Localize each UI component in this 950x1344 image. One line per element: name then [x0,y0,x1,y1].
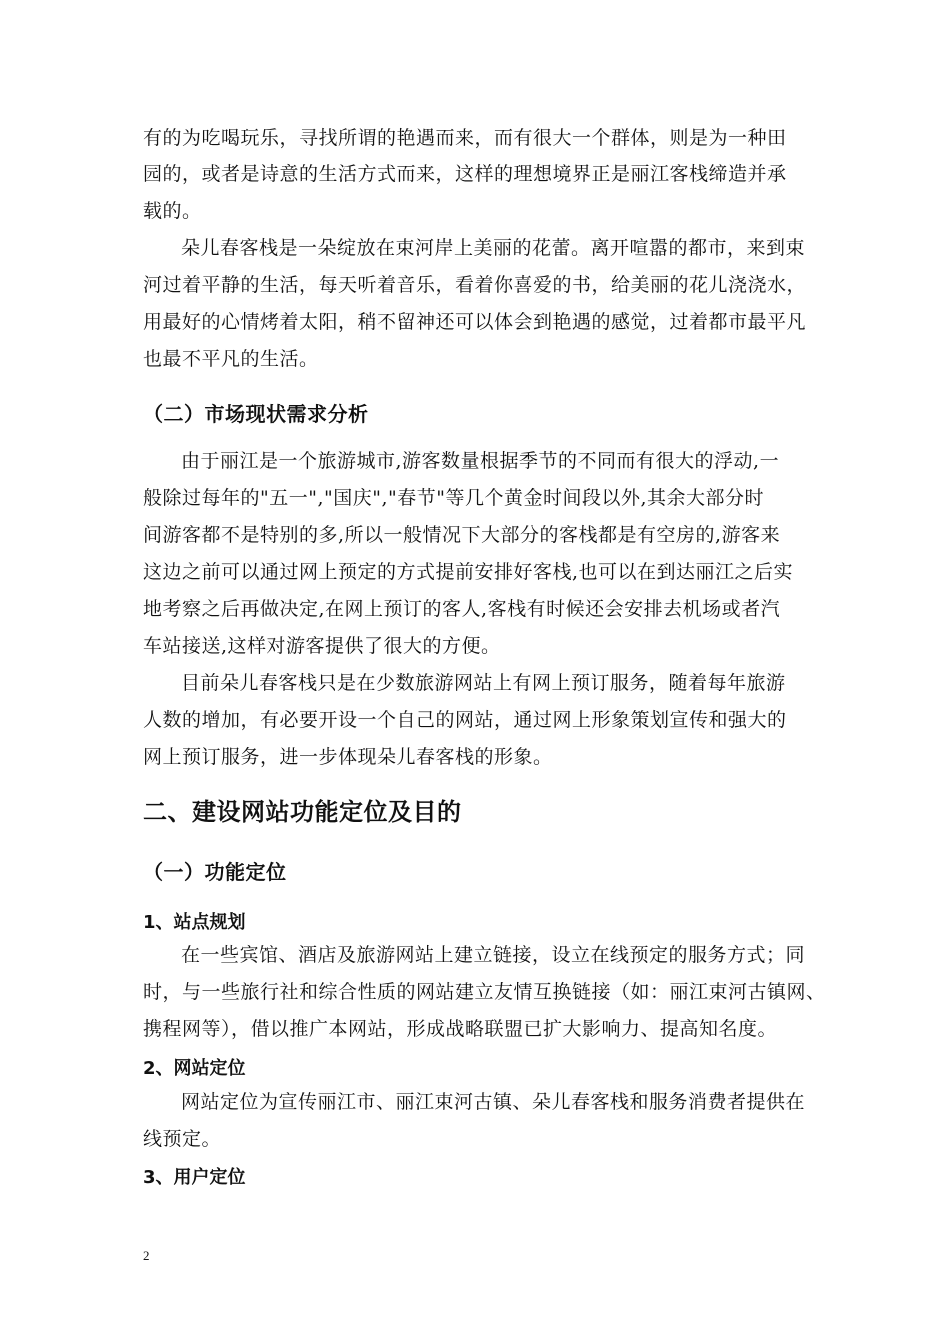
text-line: 河过着平静的生活，每天听着音乐，看着你喜爱的书，给美丽的花儿浇浇水， [143,274,807,296]
page-number: 2 [143,1248,150,1263]
subheading-user-position: 3、用户定位 [143,1167,246,1188]
section-heading-function: （一）功能定位 [143,860,287,884]
text-line: 网站定位为宣传丽江市、丽江束河古镇、朵儿春客栈和服务消费者提供在 [181,1091,806,1113]
text-line: 朵儿春客栈是一朵绽放在束河岸上美丽的花蕾。离开喧嚣的都市，来到束 [181,237,806,259]
text-line: 用最好的心情烤着太阳，稍不留神还可以体会到艳遇的感觉，过着都市最平凡 [143,311,807,333]
text-line: 载的。 [143,200,202,222]
text-line: 这边之前可以通过网上预定的方式提前安排好客栈,也可以在到达丽江之后实 [143,561,794,583]
text-line: 目前朵儿春客栈只是在少数旅游网站上有网上预订服务，随着每年旅游 [181,672,786,694]
subheading-site-position: 2、网站定位 [143,1058,246,1079]
chapter-heading: 二、建设网站功能定位及目的 [143,798,462,826]
text-line: 人数的增加，有必要开设一个自己的网站，通过网上形象策划宣传和强大的 [143,709,787,731]
text-line: 园的，或者是诗意的生活方式而来，这样的理想境界正是丽江客栈缔造并承 [143,163,787,185]
text-line: 地考察之后再做决定,在网上预订的客人,客栈有时候还会安排去机场或者汽 [143,598,781,620]
text-line: 间游客都不是特别的多,所以一般情况下大部分的客栈都是有空房的,游客来 [143,524,781,546]
text-line: 网上预订服务，进一步体现朵儿春客栈的形象。 [143,746,553,768]
text-line: 线预定。 [143,1128,222,1150]
text-line: 车站接送,这样对游客提供了很大的方便。 [143,635,501,657]
section-heading-market: （二）市场现状需求分析 [143,402,369,426]
text-line: 时，与一些旅行社和综合性质的网站建立友情互换链接（如：丽江束河古镇网、 [143,981,826,1003]
text-line: 由于丽江是一个旅游城市,游客数量根据季节的不同而有很大的浮动,一 [181,450,780,472]
subheading-site-plan: 1、站点规划 [143,912,246,933]
text-line: 般除过每年的"五一","国庆","春节"等几个黄金时间段以外,其余大部分时 [143,487,765,509]
text-line: 携程网等），借以推广本网站，形成战略联盟已扩大影响力、提高知名度。 [143,1018,778,1040]
text-line: 在一些宾馆、酒店及旅游网站上建立链接，设立在线预定的服务方式；同 [181,944,806,966]
text-line: 有的为吃喝玩乐，寻找所谓的艳遇而来，而有很大一个群体，则是为一种田 [143,127,787,149]
text-line: 也最不平凡的生活。 [143,348,319,370]
